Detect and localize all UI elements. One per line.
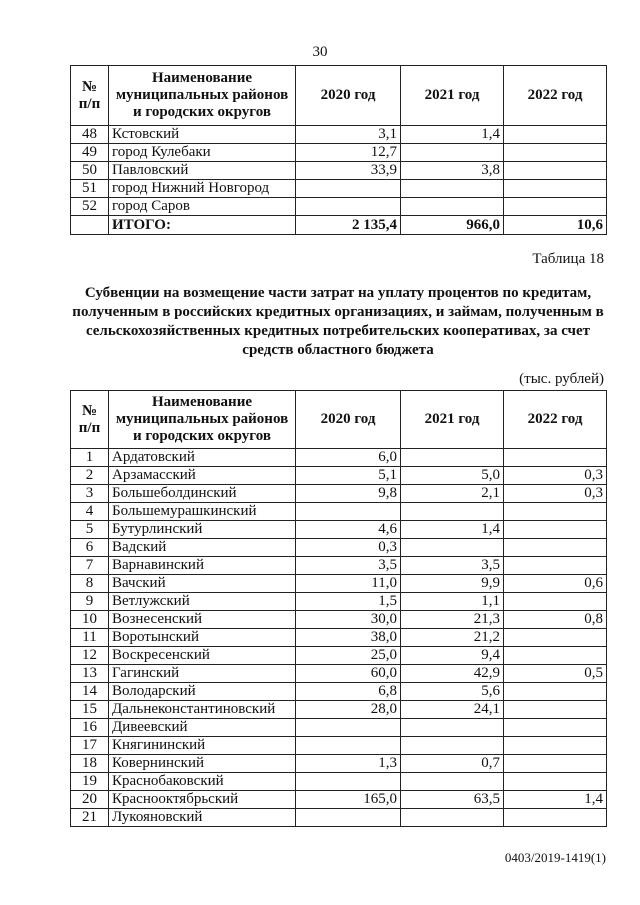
value-2021: 42,9: [401, 665, 504, 683]
header-num: № п/п: [71, 391, 109, 449]
row-number: 19: [71, 773, 109, 791]
table-row: [71, 485, 607, 503]
row-number: 8: [71, 575, 109, 593]
district-name: Большеболдинский: [109, 485, 296, 503]
table-title: Субвенции на возмещение части затрат на уплату процентов по кредитам, полученным в российских кредитных организациях, и займам, полученным в сельскохозяйственных кредитных потребительских кооперативах, за счет средств областного бюджета: [72, 285, 604, 358]
table-row: [71, 791, 607, 809]
table2-body: [71, 449, 607, 827]
district-name: Ветлужский: [109, 593, 296, 611]
value-2022: [504, 647, 607, 665]
table-row: [71, 198, 607, 216]
total-num-cell: [71, 216, 109, 235]
row-number: 4: [71, 503, 109, 521]
value-2021: [401, 809, 504, 827]
district-name: город Нижний Новгород: [109, 180, 296, 198]
value-2021: 1,4: [401, 521, 504, 539]
value-2020: 6,8: [296, 683, 401, 701]
value-2020: [296, 180, 401, 198]
value-2022: 1,4: [504, 791, 607, 809]
table1-body: [71, 126, 607, 216]
value-2021: [401, 719, 504, 737]
table-row: [71, 773, 607, 791]
table-row: [71, 162, 607, 180]
header-2020: 2020 год: [296, 66, 401, 126]
value-2020: 9,8: [296, 485, 401, 503]
row-number: 21: [71, 809, 109, 827]
value-2022: [504, 629, 607, 647]
row-number: 51: [71, 180, 109, 198]
value-2021: [401, 144, 504, 162]
table-row: [71, 144, 607, 162]
value-2022: [504, 773, 607, 791]
value-2021: 2,1: [401, 485, 504, 503]
value-2022: 0,3: [504, 467, 607, 485]
table-row: [71, 647, 607, 665]
header-2022: 2022 год: [504, 66, 607, 126]
district-name: Арзамасский: [109, 467, 296, 485]
row-number: 15: [71, 701, 109, 719]
table-row: [71, 539, 607, 557]
header-2020: 2020 год: [296, 391, 401, 449]
table-row: [71, 701, 607, 719]
table-row: [71, 126, 607, 144]
value-2021: 21,3: [401, 611, 504, 629]
district-name: Большемурашкинский: [109, 503, 296, 521]
row-number: 6: [71, 539, 109, 557]
value-2020: 12,7: [296, 144, 401, 162]
table-row: [71, 521, 607, 539]
value-2021: [401, 737, 504, 755]
value-2021: 24,1: [401, 701, 504, 719]
value-2021: 63,5: [401, 791, 504, 809]
table-row: [71, 575, 607, 593]
table-row: [71, 503, 607, 521]
document-code: 0403/2019-1419(1): [504, 850, 606, 865]
district-name: Воскресенский: [109, 647, 296, 665]
value-2020: [296, 719, 401, 737]
value-2022: [504, 198, 607, 216]
district-name: Дивеевский: [109, 719, 296, 737]
value-2022: [504, 737, 607, 755]
row-number: 50: [71, 162, 109, 180]
total-2021: 966,0: [401, 216, 504, 235]
value-2022: [504, 539, 607, 557]
row-number: 2: [71, 467, 109, 485]
table-row: [71, 719, 607, 737]
table-row: [71, 665, 607, 683]
district-name: Вачский: [109, 575, 296, 593]
row-number: 10: [71, 611, 109, 629]
row-number: 18: [71, 755, 109, 773]
table-row: [71, 467, 607, 485]
value-2020: [296, 503, 401, 521]
district-name: Бутурлинский: [109, 521, 296, 539]
table-row: [71, 683, 607, 701]
row-number: 14: [71, 683, 109, 701]
district-name: Ардатовский: [109, 449, 296, 467]
value-2022: [504, 593, 607, 611]
value-2020: 11,0: [296, 575, 401, 593]
value-2022: [504, 719, 607, 737]
value-2022: [504, 180, 607, 198]
table-caption: Таблица 18: [532, 251, 604, 267]
row-number: 7: [71, 557, 109, 575]
page-number: 30: [312, 44, 328, 60]
row-number: 5: [71, 521, 109, 539]
value-2021: 0,7: [401, 755, 504, 773]
value-2022: [504, 755, 607, 773]
value-2020: [296, 737, 401, 755]
value-2021: 5,0: [401, 467, 504, 485]
value-2021: 5,6: [401, 683, 504, 701]
unit-label: (тыс. рублей): [519, 371, 604, 387]
district-name: город Саров: [109, 198, 296, 216]
district-name: Краснобаковский: [109, 773, 296, 791]
value-2022: [504, 809, 607, 827]
table-row: [71, 737, 607, 755]
district-name: Ковернинский: [109, 755, 296, 773]
district-name: город Кулебаки: [109, 144, 296, 162]
table-row: [71, 611, 607, 629]
total-2020: 2 135,4: [296, 216, 401, 235]
district-name: Вадский: [109, 539, 296, 557]
row-number: 20: [71, 791, 109, 809]
district-name: Гагинский: [109, 665, 296, 683]
value-2020: 38,0: [296, 629, 401, 647]
district-name: Лукояновский: [109, 809, 296, 827]
value-2020: 1,3: [296, 755, 401, 773]
value-2020: [296, 198, 401, 216]
row-number: 17: [71, 737, 109, 755]
value-2022: [504, 144, 607, 162]
value-2020: 3,5: [296, 557, 401, 575]
value-2021: [401, 449, 504, 467]
value-2022: [504, 503, 607, 521]
row-number: 13: [71, 665, 109, 683]
total-row: [71, 216, 607, 235]
row-number: 1: [71, 449, 109, 467]
district-name: Дальнеконстантиновский: [109, 701, 296, 719]
total-label: ИТОГО:: [109, 216, 296, 235]
row-number: 11: [71, 629, 109, 647]
header-2022: 2022 год: [504, 391, 607, 449]
value-2022: [504, 521, 607, 539]
row-number: 49: [71, 144, 109, 162]
value-2020: 6,0: [296, 449, 401, 467]
value-2021: 3,8: [401, 162, 504, 180]
value-2020: 33,9: [296, 162, 401, 180]
value-2020: [296, 773, 401, 791]
row-number: 16: [71, 719, 109, 737]
value-2022: [504, 557, 607, 575]
header-name: Наименование муниципальных районов и городских округов: [109, 66, 296, 126]
value-2020: 28,0: [296, 701, 401, 719]
value-2020: 1,5: [296, 593, 401, 611]
table-continuation: [70, 65, 607, 235]
value-2020: 4,6: [296, 521, 401, 539]
table-row: [71, 593, 607, 611]
table-row: [71, 449, 607, 467]
value-2022: 0,6: [504, 575, 607, 593]
table-row: [71, 180, 607, 198]
district-name: Княгининский: [109, 737, 296, 755]
value-2020: 0,3: [296, 539, 401, 557]
row-number: 9: [71, 593, 109, 611]
value-2021: 1,4: [401, 126, 504, 144]
table-18: [70, 390, 607, 827]
value-2021: 1,1: [401, 593, 504, 611]
district-name: Вознесенский: [109, 611, 296, 629]
value-2022: [504, 701, 607, 719]
district-name: Воротынский: [109, 629, 296, 647]
value-2022: 0,8: [504, 611, 607, 629]
value-2022: [504, 162, 607, 180]
value-2022: 0,3: [504, 485, 607, 503]
table-row: [71, 557, 607, 575]
value-2022: [504, 126, 607, 144]
district-name: Володарский: [109, 683, 296, 701]
row-number: 52: [71, 198, 109, 216]
header-name: Наименование муниципальных районов и городских округов: [109, 391, 296, 449]
value-2020: 3,1: [296, 126, 401, 144]
district-name: Павловский: [109, 162, 296, 180]
header-num: № п/п: [71, 66, 109, 126]
value-2021: 21,2: [401, 629, 504, 647]
district-name: Краснооктябрьский: [109, 791, 296, 809]
total-2022: 10,6: [504, 216, 607, 235]
district-name: Кстовский: [109, 126, 296, 144]
value-2021: 9,4: [401, 647, 504, 665]
value-2021: 3,5: [401, 557, 504, 575]
table-row: [71, 755, 607, 773]
row-number: 12: [71, 647, 109, 665]
value-2020: 30,0: [296, 611, 401, 629]
value-2022: 0,5: [504, 665, 607, 683]
table-row: [71, 629, 607, 647]
row-number: 48: [71, 126, 109, 144]
header-2021: 2021 год: [401, 391, 504, 449]
district-name: Варнавинский: [109, 557, 296, 575]
value-2020: 60,0: [296, 665, 401, 683]
value-2021: [401, 539, 504, 557]
value-2021: 9,9: [401, 575, 504, 593]
value-2021: [401, 773, 504, 791]
value-2020: 165,0: [296, 791, 401, 809]
value-2020: [296, 809, 401, 827]
header-2021: 2021 год: [401, 66, 504, 126]
value-2022: [504, 449, 607, 467]
value-2020: 5,1: [296, 467, 401, 485]
value-2020: 25,0: [296, 647, 401, 665]
value-2021: [401, 503, 504, 521]
value-2022: [504, 683, 607, 701]
row-number: 3: [71, 485, 109, 503]
value-2021: [401, 180, 504, 198]
value-2021: [401, 198, 504, 216]
table-row: [71, 809, 607, 827]
